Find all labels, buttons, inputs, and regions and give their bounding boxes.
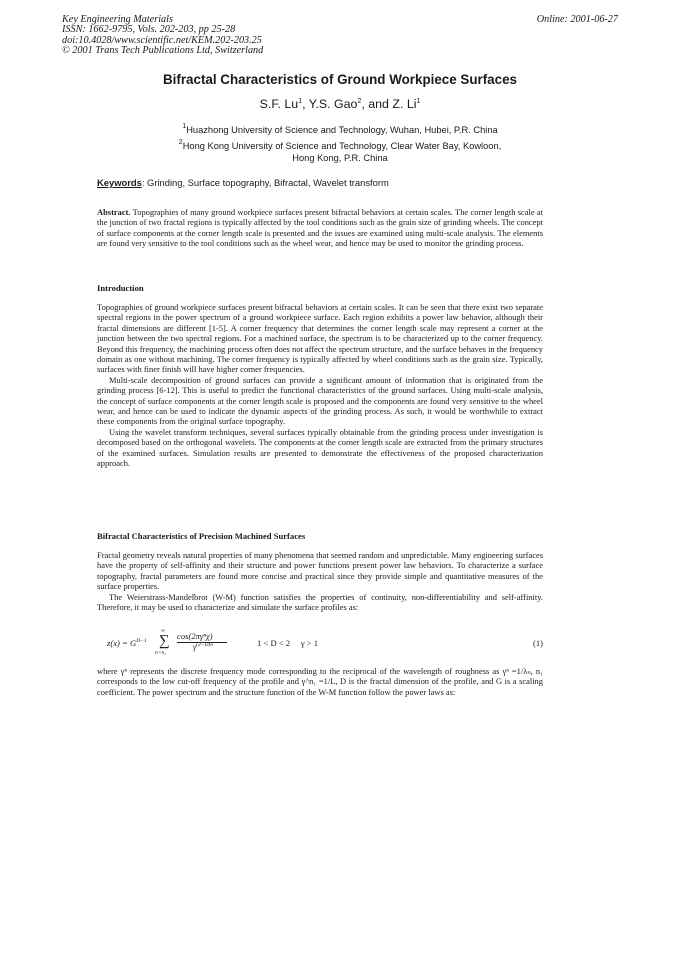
author-name: Y.S. Gao [308, 97, 358, 111]
author-separator: , [302, 97, 309, 111]
denominator-exponent: (2−D)n [196, 642, 214, 648]
paragraph: Using the wavelet transform techniques, several surfaces typically obtainable from the grinding process under investigation is decomposed based on the orthogonal wavelets. The components at the corner length scale are extracted from the primary structures of the examined surfaces. Simulation results are presented to demonstrate the effectiveness of the proposed characterization approach. [97, 426, 543, 469]
author-affil-mark: 2 [357, 98, 362, 105]
paragraph: Multi-scale decomposition of ground surfaces can provide a significant amount of information that is originated from the grinding process [6-12]. This is useful to predict the functional characteristics of the ground surfaces. Using multi-scale analysis, the concept of surface components at the corner length scale is proposed and the components are found very sensitive to the wheel wear, and hence can be used to indicate the dynamic aspects of the grinding process. As such, it would be worthwhile to extract these components from the original surface topography. [97, 374, 543, 427]
affiliation-text: Huazhong University of Science and Technology, Wuhan, Hubei, P.R. China [186, 125, 498, 135]
doi-line: doi:10.4028/www.scientific.net/KEM.202-203.25 [62, 34, 262, 46]
equation-1 [107, 630, 543, 660]
summation-symbol: ∑ [159, 633, 170, 649]
section-heading: Introduction [97, 283, 144, 293]
author-separator: , and [361, 97, 393, 111]
sum-upper-limit: ∞ [161, 628, 165, 634]
paragraph: where γⁿ represents the discrete frequency mode corresponding to the reciprocal of the wavelength of roughness as γⁿ =1/λₙ, n₁ corresponds to the low cut-off frequency of the profile and γ^n₁ =1/L, D is the fractal dimension of the profile, and G is a scaling coefficient. The power spectrum and the structure function of the W-M function follow the power laws as: [97, 666, 543, 697]
journal-name: Key Engineering Materials [62, 14, 173, 25]
affiliation-text: Hong Kong University of Science and Technology, Clear Water Bay, Kowloon, [182, 141, 502, 151]
equation-conditions: 1 < D < 2 γ > 1 [257, 638, 319, 648]
author-name: S.F. Lu [259, 97, 299, 111]
equation-number: (1) [532, 638, 543, 648]
author-list [62, 97, 618, 111]
paragraph: Topographies of ground workpiece surfaces present bifractal behaviors at certain scales. It can be seen that there exist two separate spectral regions in the power spectrum of a ground workpiece surface. Each region exhibits a power law behavior, although their fractal dimensions are different [1-5]. A corner frequency that determines the corner length scale may represent a corner at the junction between the two spectral regions. For a machined surface, the spectrum is to be characterized up to the corner frequency. Beyond this frequency, the machining process often does not affect the spectrum structure, and the surface behaves in the frequency domain as one without machining. The corner frequency is typically affected by wheel conditions such as the grain size. Typically, surfaces with finer finish will have higher corner frequencies. [97, 302, 543, 375]
keywords-line [97, 177, 389, 188]
online-date: Online: 2001-06-27 [536, 14, 618, 25]
affiliation-mark: 1 [182, 123, 187, 130]
affiliation [62, 121, 618, 137]
paragraph: The Weierstrass-Mandelbrot (W-M) function satisfies the properties of continuity, non-differentiability and self-affinity. Therefore, it may be used to characterize and simulate the surface profiles as: [97, 591, 543, 613]
author-affil-mark: 1 [298, 98, 303, 105]
author-name: Z. Li [392, 97, 417, 111]
paragraph: Fractal geometry reveals natural properties of many phenomena that seemed random and unpredictable. Many engineering surfaces have the property of self-affinity and their structure and power functions present power law behaviors. To characterize a surface topography, fractal parameters are found more concise and practical since they provide simple and quantitative measures of the surface properties. [97, 550, 543, 592]
section-body [97, 302, 543, 469]
paper-title: Bifractal Characteristics of Ground Workpiece Surfaces [163, 72, 517, 87]
copyright-line: © 2001 Trans Tech Publications Ltd, Switzerland [62, 45, 264, 57]
affiliation-text: Hong Kong, P.R. China [292, 152, 388, 163]
abstract-text: Topographies of many ground workpiece surfaces present bifractal behaviors at certain scales. The corner length scale at the junction of two fractal regions is typically affected by the tool conditions such as the grain size of grinding wheels. The concept of surface components at the corner length scale is presented and the issues are examined using multi-scale analysis. The elements are found very sensitive to the tool conditions such as the wheel wear, and hence may be used to monitor the grinding process. [97, 207, 543, 249]
abstract-label: Abstract. [97, 207, 131, 217]
keywords-label: Keywords [97, 177, 142, 188]
sum-lower-limit: n=n₁ [155, 650, 167, 656]
keywords-text: Grinding, Surface topography, Bifractal, Wavelet transform [144, 177, 389, 188]
equation-lhs-exponent: D−1 [136, 638, 147, 645]
keywords-colon: : [141, 177, 145, 188]
affiliation-mark: 2 [178, 139, 183, 146]
equation-lhs: $z(x) = G^{D-1}$ [107, 638, 147, 648]
section-body [97, 666, 543, 697]
section-body [97, 550, 543, 612]
abstract [97, 207, 543, 249]
author-affil-mark: 1 [416, 98, 421, 105]
equation-numerator: cos(2πγⁿχ) [177, 631, 213, 641]
journal-header [62, 15, 618, 57]
affiliation [62, 137, 618, 164]
issn-line: ISSN: 1662-9795, Vols. 202-203, pp 25-28 [62, 24, 236, 36]
equation-denominator: $\gamma^{(2-D)n}$ [193, 642, 214, 652]
section-heading: Bifractal Characteristics of Precision Machined Surfaces [97, 531, 306, 541]
